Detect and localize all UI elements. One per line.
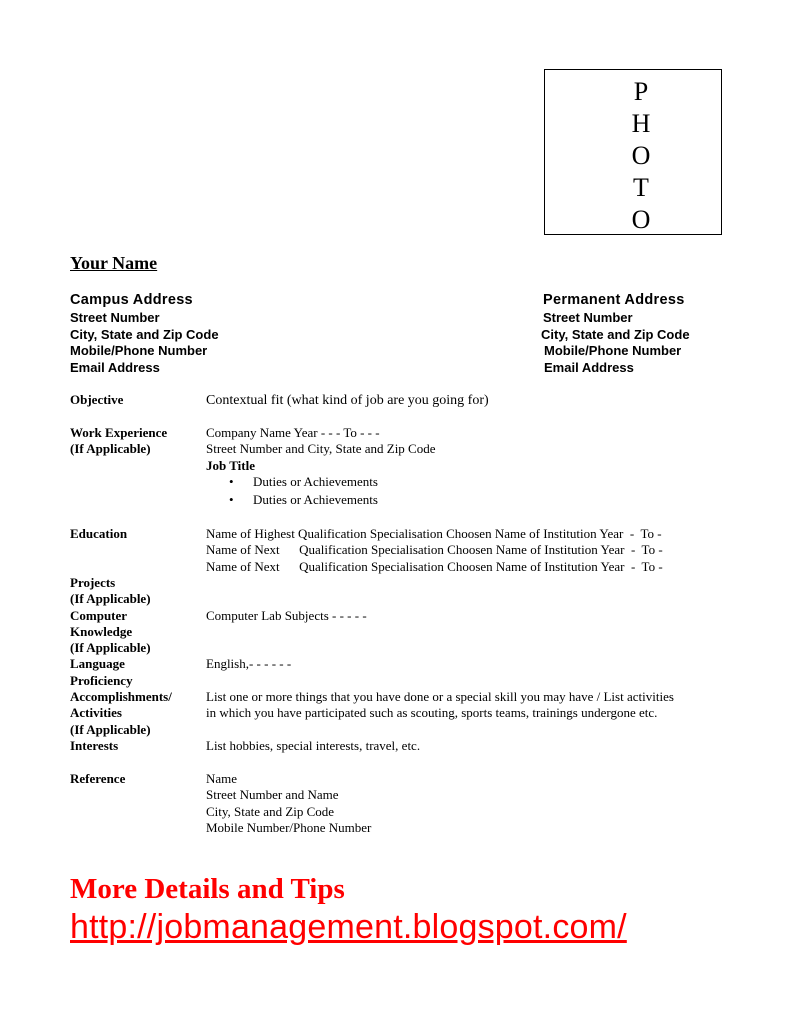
- photo-letter: P: [633, 77, 649, 106]
- reference-name: Name: [206, 771, 238, 786]
- campus-email: Email Address: [70, 359, 160, 375]
- projects-label-note: (If Applicable): [70, 591, 151, 607]
- work-bullet-text: Duties or Achievements: [253, 492, 378, 507]
- computer-label: Computer: [70, 607, 128, 623]
- work-experience-label: [70, 425, 167, 458]
- computer-label-note: (If Applicable): [70, 640, 151, 656]
- permanent-city: City, State and Zip Code: [541, 326, 690, 342]
- work-label-line: Work Experience: [70, 425, 168, 440]
- work-experience-details: [206, 425, 436, 474]
- more-details-heading: More Details and Tips: [70, 873, 345, 905]
- interests-text: List hobbies, special interests, travel, etc.: [206, 738, 421, 753]
- work-bullet: • Duties or Achievements: [229, 492, 378, 507]
- work-company: Company Name Year - - - To - - -: [206, 425, 380, 440]
- campus-city: City, State and Zip Code: [70, 326, 219, 342]
- work-bullet-text: Duties or Achievements: [253, 474, 378, 489]
- work-job-title: Job Title: [206, 457, 256, 473]
- education-label: Education: [70, 526, 128, 541]
- reference-city: City, State and Zip Code: [206, 803, 335, 819]
- education-row: Name of Highest Qualification Specialisation Choosen Name of Institution Year - To -: [206, 526, 662, 541]
- your-name-heading: Your Name: [70, 253, 158, 273]
- campus-address-heading: Campus Address: [70, 292, 193, 308]
- work-bullet: • Duties or Achievements: [229, 474, 378, 489]
- campus-street: Street Number: [70, 310, 160, 325]
- education-row: Name of Next Qualification Specialisation Choosen Name of Institution Year - To -: [206, 542, 663, 558]
- reference-details: [206, 771, 371, 836]
- permanent-street: Street Number: [543, 310, 633, 325]
- reference-label: Reference: [70, 771, 126, 786]
- accomplishments-line: List one or more things that you have done or a special skill you may have / List activities: [206, 689, 674, 704]
- reference-phone: Mobile Number/Phone Number: [206, 819, 372, 835]
- work-address: Street Number and City, State and Zip Code: [206, 441, 436, 457]
- projects-label: Projects: [70, 575, 116, 590]
- section-labels: [70, 575, 172, 754]
- blog-link[interactable]: http://jobmanagement.blogspot.com/: [70, 908, 627, 946]
- permanent-phone: Mobile/Phone Number: [544, 343, 682, 358]
- objective-label: Objective: [70, 392, 124, 407]
- language-text: English,- - - - - -: [206, 656, 292, 671]
- accomplishments-text: [206, 689, 674, 722]
- permanent-address-heading: Permanent Address: [543, 292, 685, 308]
- computer-text: Computer Lab Subjects - - - - -: [206, 608, 367, 623]
- campus-phone: Mobile/Phone Number: [70, 343, 208, 358]
- photo-letter: O: [631, 205, 651, 234]
- accomplishments-label-note: (If Applicable): [70, 721, 151, 737]
- accomplishments-label: Activities: [70, 705, 122, 721]
- permanent-email: Email Address: [544, 359, 634, 375]
- photo-placeholder: [544, 69, 722, 235]
- reference-street: Street Number and Name: [206, 787, 339, 803]
- work-label-line: (If Applicable): [70, 441, 151, 457]
- computer-label: Knowledge: [70, 623, 133, 639]
- language-label: Language: [70, 656, 125, 672]
- photo-letter: O: [631, 141, 651, 170]
- photo-letter: T: [633, 173, 649, 202]
- interests-label: Interests: [70, 737, 119, 753]
- education-row: Name of Next Qualification Specialisation Choosen Name of Institution Year - To -: [206, 558, 663, 574]
- language-label: Proficiency: [70, 672, 133, 688]
- photo-letter: H: [631, 109, 651, 138]
- accomplishments-line: in which you have participated such as scouting, sports teams, trainings undergone etc.: [206, 705, 658, 721]
- objective-text: Contextual fit (what kind of job are you going for): [206, 393, 489, 408]
- education-rows: [206, 526, 663, 575]
- campus-address-block: [70, 310, 219, 376]
- accomplishments-label: Accomplishments/: [70, 689, 172, 705]
